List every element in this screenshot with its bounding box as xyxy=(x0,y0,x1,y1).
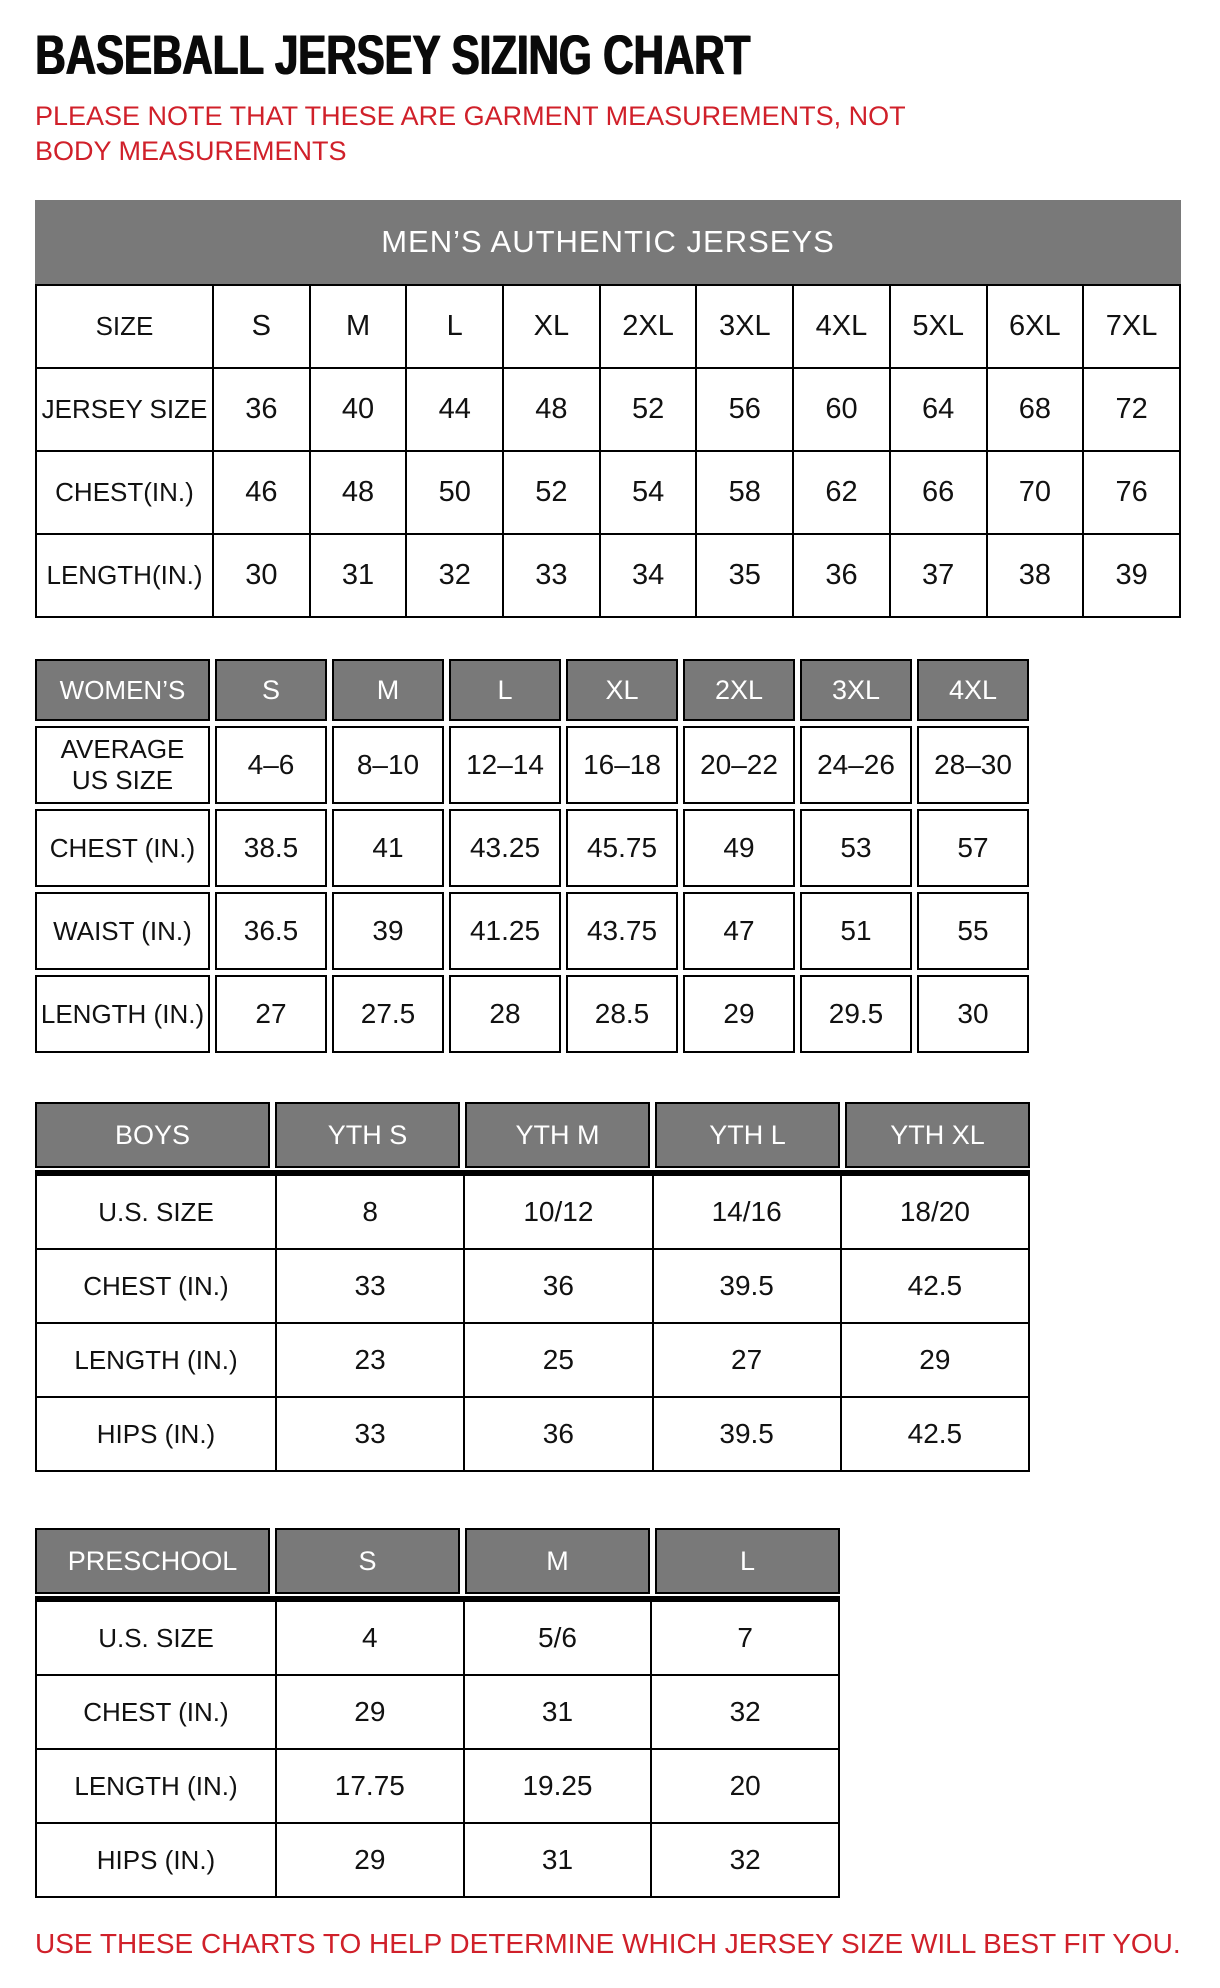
column-header: 4XL xyxy=(917,659,1029,721)
row-label: WAIST (IN.) xyxy=(35,892,210,970)
column-header: M xyxy=(465,1528,650,1594)
size-value-cell: 28.5 xyxy=(566,975,678,1053)
size-value-cell: 29 xyxy=(841,1323,1029,1397)
size-value-cell: 70 xyxy=(987,451,1084,534)
size-value-cell: 20–22 xyxy=(683,726,795,804)
size-value-cell: 6XL xyxy=(987,285,1084,368)
size-value-cell: 42.5 xyxy=(841,1249,1029,1323)
size-value-cell: 52 xyxy=(600,368,697,451)
table-corner-label: WOMEN’S xyxy=(35,659,210,721)
size-value-cell: 20 xyxy=(651,1749,839,1823)
womens-size-grid xyxy=(30,654,1034,1058)
size-value-cell: 68 xyxy=(987,368,1084,451)
size-value-cell: 37 xyxy=(890,534,987,617)
size-value-cell: 48 xyxy=(503,368,600,451)
size-value-cell: 52 xyxy=(503,451,600,534)
boys-table-header xyxy=(35,1102,1030,1168)
row-label: LENGTH (IN.) xyxy=(36,1323,276,1397)
size-value-cell: 8–10 xyxy=(332,726,444,804)
table-row xyxy=(36,368,1180,451)
size-value-cell: 66 xyxy=(890,451,987,534)
size-value-cell: 60 xyxy=(793,368,890,451)
mens-size-grid xyxy=(35,284,1181,618)
column-header: M xyxy=(332,659,444,721)
column-header: S xyxy=(275,1528,460,1594)
size-value-cell: 34 xyxy=(600,534,697,617)
column-header: YTH XL xyxy=(845,1102,1030,1168)
size-value-cell: 14/16 xyxy=(653,1175,841,1249)
size-value-cell: 35 xyxy=(696,534,793,617)
row-label: CHEST(IN.) xyxy=(36,451,213,534)
size-value-cell: 36.5 xyxy=(215,892,327,970)
size-value-cell: 29 xyxy=(276,1823,464,1897)
size-value-cell: 45.75 xyxy=(566,809,678,887)
column-header: S xyxy=(215,659,327,721)
size-value-cell: 2XL xyxy=(600,285,697,368)
size-value-cell: 28 xyxy=(449,975,561,1053)
row-label: U.S. SIZE xyxy=(36,1601,276,1675)
size-value-cell: 33 xyxy=(276,1397,464,1471)
size-value-cell: 41.25 xyxy=(449,892,561,970)
size-value-cell: 46 xyxy=(213,451,310,534)
size-value-cell: 36 xyxy=(464,1249,652,1323)
table-row xyxy=(36,1323,1029,1397)
size-value-cell: 24–26 xyxy=(800,726,912,804)
size-value-cell: 58 xyxy=(696,451,793,534)
size-value-cell: 29 xyxy=(276,1675,464,1749)
size-value-cell: 32 xyxy=(651,1675,839,1749)
preschool-table-header xyxy=(35,1528,840,1594)
size-value-cell: 30 xyxy=(917,975,1029,1053)
mens-authentic-jerseys-table xyxy=(35,200,1181,618)
size-value-cell: 38.5 xyxy=(215,809,327,887)
size-value-cell: 76 xyxy=(1083,451,1180,534)
size-value-cell: 49 xyxy=(683,809,795,887)
column-header: 2XL xyxy=(683,659,795,721)
size-value-cell: 42.5 xyxy=(841,1397,1029,1471)
row-label: LENGTH (IN.) xyxy=(35,975,210,1053)
size-value-cell: 3XL xyxy=(696,285,793,368)
table-row xyxy=(36,1601,839,1675)
size-value-cell: 27 xyxy=(653,1323,841,1397)
table-row xyxy=(36,1675,839,1749)
size-value-cell: 43.25 xyxy=(449,809,561,887)
row-label: U.S. SIZE xyxy=(36,1175,276,1249)
table-row xyxy=(35,975,1029,1053)
size-value-cell: 25 xyxy=(464,1323,652,1397)
size-value-cell: 27 xyxy=(215,975,327,1053)
size-value-cell: 30 xyxy=(213,534,310,617)
size-value-cell: XL xyxy=(503,285,600,368)
size-value-cell: 38 xyxy=(987,534,1084,617)
table-row xyxy=(36,1749,839,1823)
preschool-size-grid xyxy=(35,1600,840,1898)
table-corner-label: PRESCHOOL xyxy=(35,1528,270,1594)
size-value-cell: 28–30 xyxy=(917,726,1029,804)
table-row xyxy=(35,892,1029,970)
size-value-cell: 51 xyxy=(800,892,912,970)
row-label: CHEST (IN.) xyxy=(35,809,210,887)
size-value-cell: 64 xyxy=(890,368,987,451)
size-value-cell: S xyxy=(213,285,310,368)
size-value-cell: 36 xyxy=(213,368,310,451)
size-value-cell: 72 xyxy=(1083,368,1180,451)
table-row xyxy=(36,285,1180,368)
size-value-cell: 17.75 xyxy=(276,1749,464,1823)
row-label: CHEST (IN.) xyxy=(36,1675,276,1749)
size-value-cell: 62 xyxy=(793,451,890,534)
size-value-cell: 47 xyxy=(683,892,795,970)
table-row xyxy=(36,451,1180,534)
size-value-cell: 57 xyxy=(917,809,1029,887)
size-value-cell: 7 xyxy=(651,1601,839,1675)
column-header: L xyxy=(449,659,561,721)
size-value-cell: 31 xyxy=(464,1675,652,1749)
size-value-cell: 48 xyxy=(310,451,407,534)
size-value-cell: 27.5 xyxy=(332,975,444,1053)
preschool-jerseys-table xyxy=(35,1528,840,1898)
size-value-cell: 19.25 xyxy=(464,1749,652,1823)
size-value-cell: 10/12 xyxy=(464,1175,652,1249)
column-header: YTH S xyxy=(275,1102,460,1168)
column-header: XL xyxy=(566,659,678,721)
table-corner-label: BOYS xyxy=(35,1102,270,1168)
size-value-cell: 12–14 xyxy=(449,726,561,804)
size-value-cell: 36 xyxy=(793,534,890,617)
size-value-cell: 7XL xyxy=(1083,285,1180,368)
size-value-cell: M xyxy=(310,285,407,368)
size-value-cell: 39 xyxy=(332,892,444,970)
page-title: BASEBALL JERSEY SIZING CHART xyxy=(35,23,750,86)
table-row xyxy=(36,1175,1029,1249)
size-value-cell: 54 xyxy=(600,451,697,534)
mens-table-banner: MEN’S AUTHENTIC JERSEYS xyxy=(35,200,1181,284)
boys-size-grid xyxy=(35,1174,1030,1472)
size-value-cell: 32 xyxy=(406,534,503,617)
row-label: SIZE xyxy=(36,285,213,368)
column-header: YTH M xyxy=(465,1102,650,1168)
size-value-cell: 33 xyxy=(276,1249,464,1323)
garment-measurement-note: PLEASE NOTE THAT THESE ARE GARMENT MEASUREMENTS, NOT BODY MEASUREMENTS xyxy=(35,100,906,167)
size-value-cell: 4 xyxy=(276,1601,464,1675)
table-row xyxy=(35,809,1029,887)
size-value-cell: 44 xyxy=(406,368,503,451)
size-value-cell: 31 xyxy=(464,1823,652,1897)
size-value-cell: 53 xyxy=(800,809,912,887)
size-value-cell: 40 xyxy=(310,368,407,451)
size-value-cell: 55 xyxy=(917,892,1029,970)
row-label: LENGTH(IN.) xyxy=(36,534,213,617)
row-label: JERSEY SIZE xyxy=(36,368,213,451)
size-value-cell: 5/6 xyxy=(464,1601,652,1675)
size-value-cell: 8 xyxy=(276,1175,464,1249)
table-row xyxy=(36,534,1180,617)
size-value-cell: 50 xyxy=(406,451,503,534)
row-label: HIPS (IN.) xyxy=(36,1823,276,1897)
size-value-cell: 5XL xyxy=(890,285,987,368)
row-label: HIPS (IN.) xyxy=(36,1397,276,1471)
size-value-cell: L xyxy=(406,285,503,368)
size-value-cell: 29 xyxy=(683,975,795,1053)
size-value-cell: 16–18 xyxy=(566,726,678,804)
size-value-cell: 31 xyxy=(310,534,407,617)
size-value-cell: 29.5 xyxy=(800,975,912,1053)
size-value-cell: 23 xyxy=(276,1323,464,1397)
boys-jerseys-table xyxy=(35,1102,1030,1472)
womens-jerseys-table xyxy=(30,654,1034,1058)
table-row xyxy=(36,1823,839,1897)
size-value-cell: 43.75 xyxy=(566,892,678,970)
size-value-cell: 4–6 xyxy=(215,726,327,804)
column-header: L xyxy=(655,1528,840,1594)
header-row xyxy=(35,659,1029,721)
size-value-cell: 39.5 xyxy=(653,1397,841,1471)
size-value-cell: 18/20 xyxy=(841,1175,1029,1249)
size-value-cell: 56 xyxy=(696,368,793,451)
size-value-cell: 32 xyxy=(651,1823,839,1897)
table-row xyxy=(35,726,1029,804)
table-row xyxy=(36,1397,1029,1471)
row-label: LENGTH (IN.) xyxy=(36,1749,276,1823)
row-label: CHEST (IN.) xyxy=(36,1249,276,1323)
size-value-cell: 39 xyxy=(1083,534,1180,617)
size-value-cell: 33 xyxy=(503,534,600,617)
column-header: 3XL xyxy=(800,659,912,721)
size-value-cell: 36 xyxy=(464,1397,652,1471)
footer-note: USE THESE CHARTS TO HELP DETERMINE WHICH JERSEY SIZE WILL BEST FIT YOU. xyxy=(35,1928,1181,1960)
table-row xyxy=(36,1249,1029,1323)
size-value-cell: 4XL xyxy=(793,285,890,368)
size-value-cell: 41 xyxy=(332,809,444,887)
size-value-cell: 39.5 xyxy=(653,1249,841,1323)
column-header: YTH L xyxy=(655,1102,840,1168)
row-label: AVERAGE US SIZE xyxy=(35,726,210,804)
